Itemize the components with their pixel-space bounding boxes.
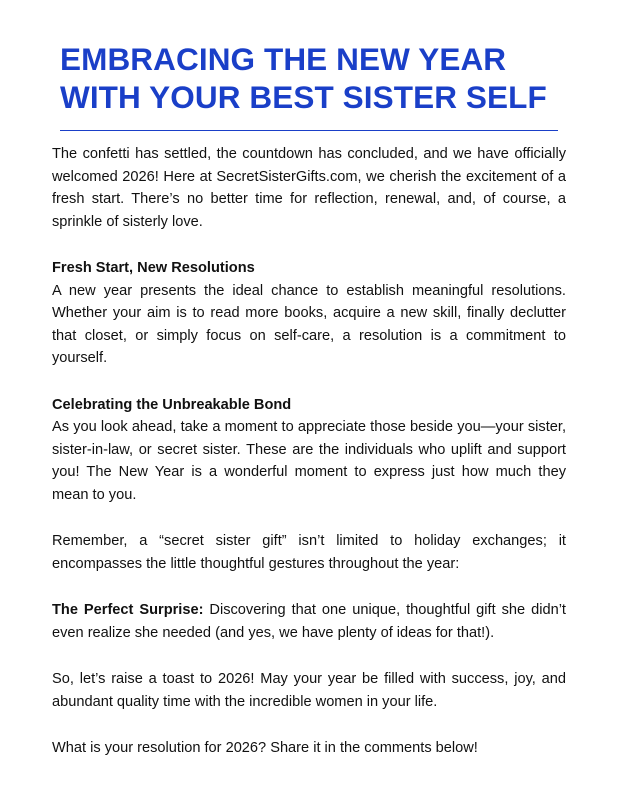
section-fresh-start <box>52 257 566 370</box>
page-title <box>52 40 566 116</box>
toast-paragraph: So, let’s raise a toast to 2026! May your year be filled with success, joy, and abundant quality time with the incredible women in your life. <box>52 671 566 710</box>
closing-question: What is your resolution for 2026? Share it in the comments below! <box>52 740 478 756</box>
section-body-fresh-start: A new year presents the ideal chance to establish meaningful resolutions. Whether your aim is to read more books, acquire a new skill, finally declutter that closet, or simply focus on self-care, a resolution is a commitment to yourself. <box>52 282 566 366</box>
title-line-2: WITH YOUR BEST SISTER SELF <box>60 79 547 115</box>
perfect-surprise-lead: The Perfect Surprise: <box>52 602 204 618</box>
section-unbreakable-bond <box>52 394 566 507</box>
perfect-surprise-body: Discovering that one unique, thoughtful gift she didn’t even realize she needed (and yes, we have plenty of ideas for that!). <box>52 602 566 641</box>
article <box>52 40 566 760</box>
title-divider <box>60 130 558 131</box>
remember-paragraph: Remember, a “secret sister gift” isn’t limited to holiday exchanges; it encompasses the little thoughtful gestures throughout the year: <box>52 533 566 572</box>
title-line-1: EMBRACING THE NEW YEAR <box>60 41 507 77</box>
section-heading-fresh-start: Fresh Start, New Resolutions <box>52 260 255 276</box>
section-heading-unbreakable-bond: Celebrating the Unbreakable Bond <box>52 396 292 413</box>
section-body-unbreakable-bond: As you look ahead, take a moment to appreciate those beside you—your sister, sister-in-law, or secret sister. These are the individuals who uplift and support you! The New Year is a wonderful moment to express just how much they mean to you. <box>52 419 566 503</box>
perfect-surprise-paragraph <box>52 599 566 644</box>
intro-paragraph: The confetti has settled, the countdown has concluded, and we have officially welcomed 2026! Here at SecretSisterGifts.com, we cherish the excitement of a fresh start. There’s no better time for reflection, renewal, and, of course, a sprinkle of sisterly love. <box>52 146 566 230</box>
